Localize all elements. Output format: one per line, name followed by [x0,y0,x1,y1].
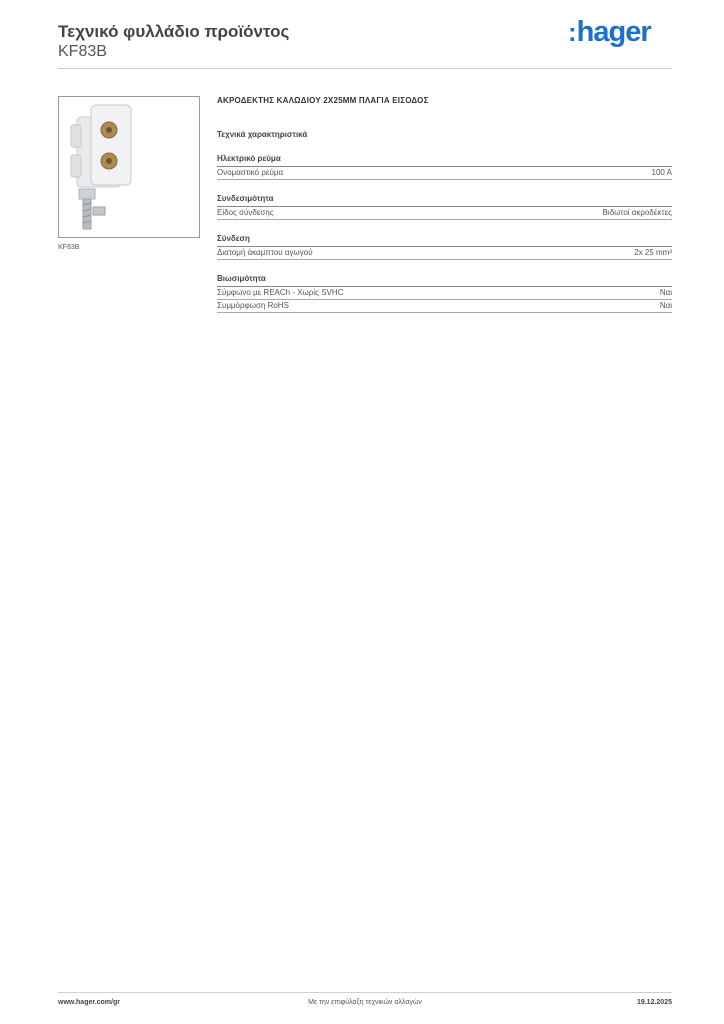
spec-row [217,247,672,260]
website-link[interactable]: www.hager.com/gr [58,999,120,1006]
hager-logo: :hager [568,16,651,48]
product-image [58,96,200,238]
document-title: Τεχνικό φυλλάδιο προϊόντος [58,22,290,41]
spec-row [217,167,672,180]
spec-label: Ονομαστικό ρεύμα [217,168,284,177]
group-title: Ηλεκτρικό ρεύμα [217,154,672,167]
spec-value: Βιδωτοί ακροδέκτες [602,208,672,217]
spec-row [217,300,672,313]
footer-divider [58,992,672,993]
spec-row [217,207,672,220]
document-date: 19.12.2025 [636,999,672,1006]
spec-label: Είδος σύνδεσης [217,208,274,217]
spec-value: Ναι [659,288,672,297]
spec-group [217,194,672,220]
disclaimer-text: Με την επιφύλαξη τεχνικών αλλαγών [308,999,422,1006]
terminal-illustration [59,97,199,237]
group-title: Σύνδεση [217,234,672,247]
section-title: Τεχνικά χαρακτηριστικά [217,130,308,139]
group-title: Βιωσιμότητα [217,274,672,287]
spec-value: Ναι [659,301,672,310]
spec-row [217,287,672,300]
header-divider [58,68,672,69]
spec-label: Διατομή άκαμπτου αγωγού [217,248,313,257]
product-name: ΑΚΡΟΔΕΚΤΗΣ ΚΑΛΩΔΙΟΥ 2Χ25ΜΜ ΠΛΑΓΙΑ ΕΙΣΟΔΟΣ [217,96,429,105]
document-header [58,22,289,61]
spec-content [217,96,672,313]
spec-value: 100 A [651,168,672,177]
group-title: Συνδεσιμότητα [217,194,672,207]
spec-group [217,154,672,180]
spec-group [217,274,672,313]
spec-label: Συμμόρφωση RoHS [217,301,289,310]
spec-value: 2x 25 mm² [634,248,672,257]
image-caption: KF83B [58,244,80,251]
spec-label: Σύμφωνο με REACh - Χωρίς SVHC [217,288,344,297]
logo-text: hager [576,16,651,48]
spec-group [217,234,672,260]
product-code: KF83B [58,43,107,60]
